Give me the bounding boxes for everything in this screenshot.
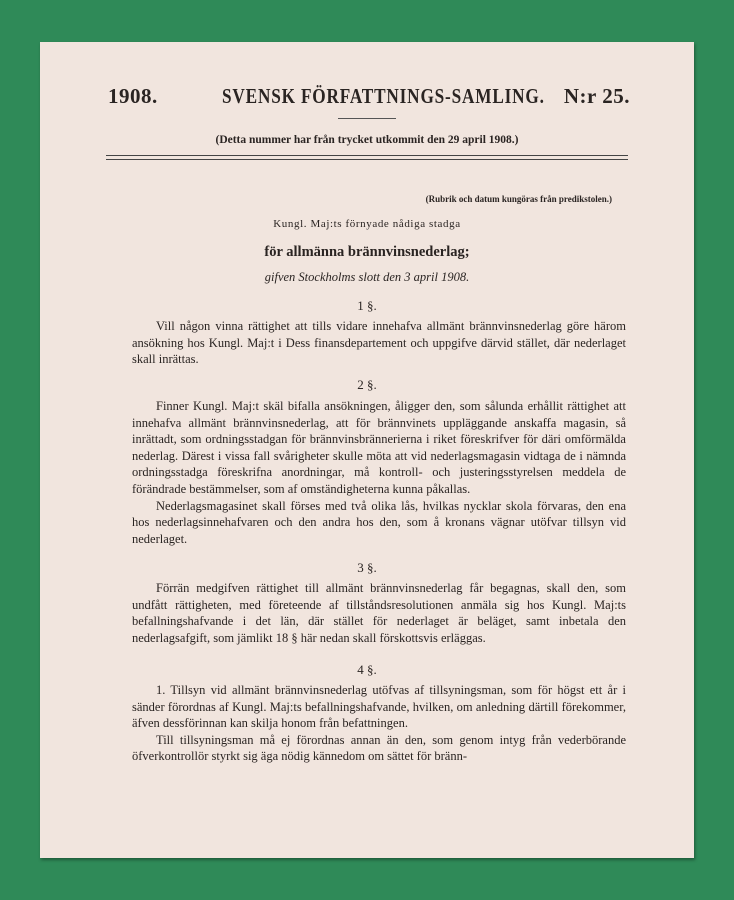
header-title: SVENSK FÖRFATTNINGS-SAMLING.: [222, 84, 545, 108]
title-line-3: gifven Stockholms slott den 3 april 1908.: [264, 270, 470, 284]
paragraph: Nederlagsmagasinet skall förses med två olika lås, hvilkas nycklar skola förvaras, den ena hos nederlagsinnehafvaren och den andra hos den, som å kronans vägnar utöfvar tillsyn vid nederlaget.: [132, 498, 626, 546]
paragraph: Förrän medgifven rättighet till allmänt brännvinsnederlag får begagnas, skall den, som undfått rättigheten, med företeende af tillståndsresolutionen anmäla sig hos Kungl. Maj:ts befallningshafvande i det län, där stället för nederlaget är beläget, samt inbetala den nederlagsafgift, som jämlikt 18 § här nedan skall förskottsvis erläggas.: [132, 581, 626, 645]
paragraph: Till tillsyningsman må ej förordnas annan än den, som genom intyg från vederbörande öfverkontrollör styrkt sig äga nödig kännedom om sättet för bränn-: [132, 732, 626, 764]
section-heading: 1 §.: [357, 298, 377, 313]
publication-note: (Detta nummer har från trycket utkommit den 29 april 1908.): [215, 134, 519, 146]
paragraph: 1. Tillsyn vid allmänt brännvinsnederlag utöfvas af tillsyningsman, som för högst ett år i sänder förordnas af Kungl. Maj:ts befallningshafvande, hvilken, om anledning därtill förekommer, äfven dessförinnan kan skilja honom från befattningen.: [132, 683, 626, 731]
section-heading: 3 §.: [357, 560, 377, 575]
title-line-2: för allmänna brännvinsnederlag;: [264, 244, 470, 260]
section-body: [132, 398, 626, 547]
section-heading: 2 §.: [357, 377, 377, 392]
paragraph: Finner Kungl. Maj:t skäl bifalla ansökningen, åligger den, som sålunda erhållit rättighet att innehafva allmänt brännvinsnederlag, att för brännvinets uppläggande anskaffa magasin, så inrättadt, som ordningsstadgan för brännvinsbrännerierna i riket föreskrifver för däri omförmälda nederlag. Därest i vissa fall svårigheter skulle möta att vid nederlagsmagasin vidtaga de i nämnda ordningsstadga föreskrifna anordningar, må kontroll- och justeringsstyrelsen meddela de förändrade bestämmelser, som af omständigheterna kunna påkallas.: [132, 399, 626, 496]
header-double-rule: [106, 155, 628, 160]
section-body: [132, 318, 626, 368]
section-heading: 4 §.: [357, 662, 377, 677]
header-year: 1908.: [108, 84, 158, 108]
document-page: [40, 42, 694, 858]
rubrik-note: (Rubrik och datum kungöras från predikstolen.): [425, 194, 612, 204]
header-number: N:r 25.: [563, 84, 630, 108]
paragraph: Vill någon vinna rättighet att tills vidare innehafva allmänt brännvinsnederlag göre härom ansökning hos Kungl. Maj:t i Dess finansdepartement och uppgifve därvid stället, där nederlaget skall inrättas.: [132, 319, 626, 367]
section-body: [132, 580, 626, 646]
title-line-1: Kungl. Maj:ts förnyade nådiga stadga: [273, 218, 461, 230]
header-short-rule: [338, 118, 396, 119]
section-body: [132, 682, 626, 765]
